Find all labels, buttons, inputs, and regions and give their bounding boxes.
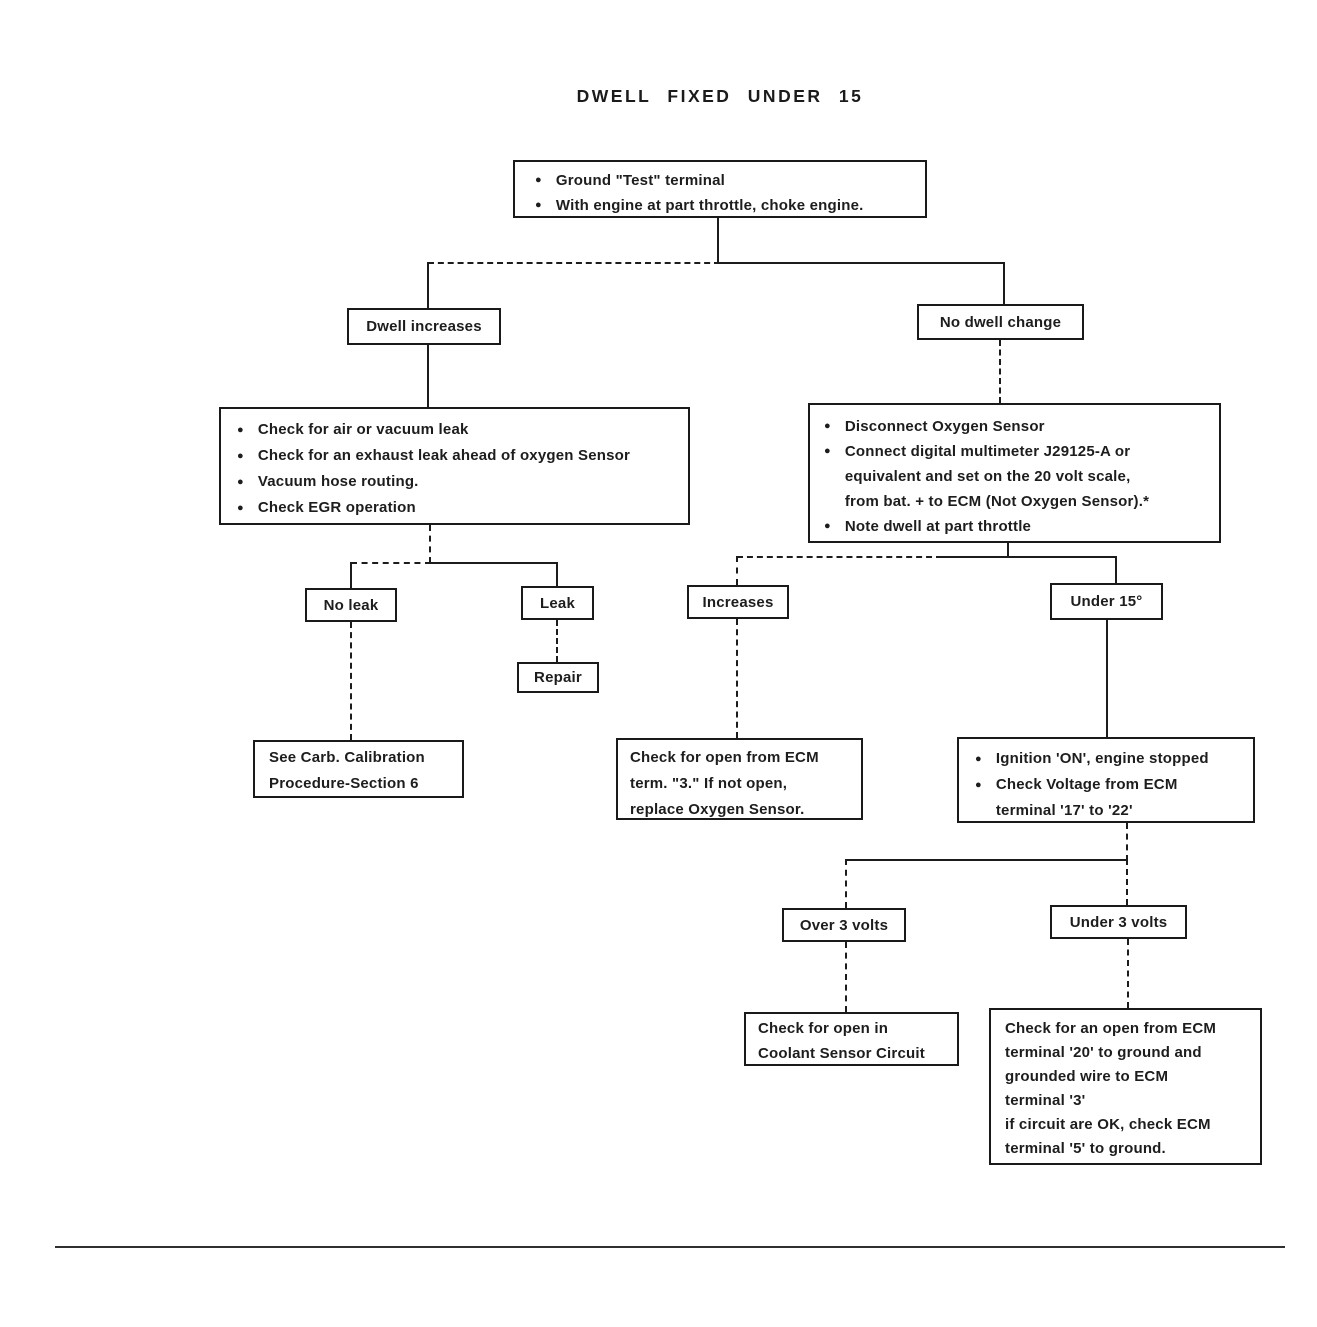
- text-line: Check for an open from ECM: [1005, 1020, 1217, 1037]
- connector: [717, 218, 719, 264]
- text-line: replace Oxygen Sensor.: [630, 801, 805, 818]
- connector: [427, 345, 429, 407]
- node-label: Increases: [702, 593, 774, 611]
- connector: [429, 525, 431, 563]
- bullet-line: [515, 168, 925, 193]
- node-check-leaks: [219, 407, 690, 525]
- bullet-line: [810, 514, 1219, 539]
- connector: [556, 562, 558, 587]
- node-under-3-volts: [1050, 905, 1187, 939]
- connector: [736, 556, 738, 585]
- bullet-text-line: terminal '17' to '22': [995, 802, 1133, 819]
- node-no-dwell-change: [917, 304, 1084, 340]
- bullet-text: Check for air or vacuum leak: [257, 421, 469, 438]
- page-title: DWELL FIXED UNDER 15: [576, 86, 864, 106]
- connector: [350, 562, 352, 589]
- node-no-leak: [305, 588, 397, 622]
- bullet-icon: ●: [535, 174, 542, 186]
- bullet-line: [221, 495, 688, 521]
- bullet-icon: ●: [237, 424, 244, 436]
- bullet-icon: ●: [975, 779, 982, 791]
- connector: [428, 262, 720, 264]
- connector: [940, 556, 1117, 558]
- node-repair: [517, 662, 599, 693]
- bullet-line: [221, 469, 688, 495]
- node-label: Leak: [540, 594, 575, 612]
- connector: [999, 340, 1001, 403]
- node-label: Dwell increases: [366, 318, 482, 335]
- text-line: See Carb. Calibration: [269, 749, 425, 766]
- node-under-15: [1050, 583, 1163, 620]
- bullet-icon: ●: [237, 502, 244, 514]
- text-line: terminal '5' to ground.: [1005, 1140, 1166, 1157]
- text-line: terminal '20' to ground and: [1005, 1044, 1202, 1061]
- node-check-open-ecm-term3: [616, 738, 863, 820]
- connector: [1106, 620, 1108, 737]
- connector: [1127, 939, 1129, 1008]
- connector: [429, 562, 557, 564]
- bullet-text: Check for an exhaust leak ahead of oxygen Sensor: [257, 447, 631, 464]
- text-line: Check for open in: [758, 1020, 889, 1037]
- bullet-icon: ●: [237, 476, 244, 488]
- connector: [737, 556, 942, 558]
- node-disconnect-oxygen-sensor: [808, 403, 1221, 543]
- bullet-text: Ground "Test" terminal: [555, 172, 726, 189]
- connector: [1126, 823, 1128, 861]
- bullet-text-line: Connect digital multimeter J29125-A or: [844, 443, 1131, 460]
- node-increases: [687, 585, 789, 619]
- node-dwell-increases: [347, 308, 501, 345]
- bullet-text: Disconnect Oxygen Sensor: [844, 418, 1045, 435]
- bullet-line: [959, 746, 1253, 772]
- connector: [736, 619, 738, 738]
- text-line: Coolant Sensor Circuit: [758, 1045, 925, 1062]
- bullet-line: [515, 193, 925, 218]
- bullet-line: [810, 414, 1219, 439]
- bullet-text: [996, 772, 1178, 824]
- node-label: Under 15°: [1070, 593, 1143, 610]
- bullet-line: [221, 417, 688, 443]
- connector: [351, 562, 431, 564]
- node-start: [513, 160, 927, 218]
- connector: [845, 859, 847, 908]
- bullet-text: Note dwell at part throttle: [844, 518, 1032, 535]
- bullet-icon: ●: [824, 520, 831, 532]
- node-label: Repair: [534, 669, 582, 686]
- bullet-text-line: equivalent and set on the 20 volt scale,: [844, 468, 1131, 485]
- text-line: grounded wire to ECM: [1005, 1068, 1169, 1085]
- node-label: No leak: [323, 596, 379, 614]
- bullet-text-line: from bat. + to ECM (Not Oxygen Sensor).*: [844, 493, 1150, 510]
- connector: [1126, 859, 1128, 905]
- text-line: Check for open from ECM: [630, 749, 819, 766]
- connector: [427, 262, 429, 308]
- connector: [350, 622, 352, 740]
- node-label: Under 3 volts: [1069, 913, 1168, 931]
- connector: [1003, 262, 1005, 305]
- bullet-text: Ignition 'ON', engine stopped: [995, 750, 1209, 767]
- bullet-icon: ●: [237, 450, 244, 462]
- node-label: Over 3 volts: [799, 916, 889, 934]
- page-divider: [55, 1246, 1285, 1248]
- bullet-line: [810, 439, 1219, 514]
- connector: [718, 262, 1005, 264]
- connector: [845, 942, 847, 1012]
- bullet-icon: ●: [535, 199, 542, 211]
- text-line: term. "3." If not open,: [630, 775, 788, 792]
- node-label: No dwell change: [939, 313, 1062, 331]
- connector: [1115, 556, 1117, 583]
- bullet-icon: ●: [824, 420, 831, 432]
- bullet-icon: ●: [975, 753, 982, 765]
- node-open-ecm-terminal-20: [989, 1008, 1262, 1165]
- bullet-text: Vacuum hose routing.: [257, 473, 419, 490]
- node-coolant-sensor-circuit: [744, 1012, 959, 1066]
- node-over-3-volts: [782, 908, 906, 942]
- text-line: if circuit are OK, check ECM: [1005, 1116, 1211, 1133]
- node-ignition-check-voltage: [957, 737, 1255, 823]
- bullet-icon: ●: [824, 445, 831, 457]
- connector: [556, 620, 558, 662]
- text-line: Procedure-Section 6: [269, 775, 419, 792]
- bullet-text: [845, 439, 1149, 514]
- bullet-line: [221, 443, 688, 469]
- bullet-text: With engine at part throttle, choke engine.: [555, 197, 864, 214]
- node-see-carb-calibration: [253, 740, 464, 798]
- bullet-text: Check EGR operation: [257, 499, 416, 516]
- node-leak: [521, 586, 594, 620]
- bullet-text-line: Check Voltage from ECM: [995, 776, 1178, 793]
- bullet-line: [959, 772, 1253, 824]
- connector: [846, 859, 1128, 861]
- text-line: terminal '3': [1005, 1092, 1086, 1109]
